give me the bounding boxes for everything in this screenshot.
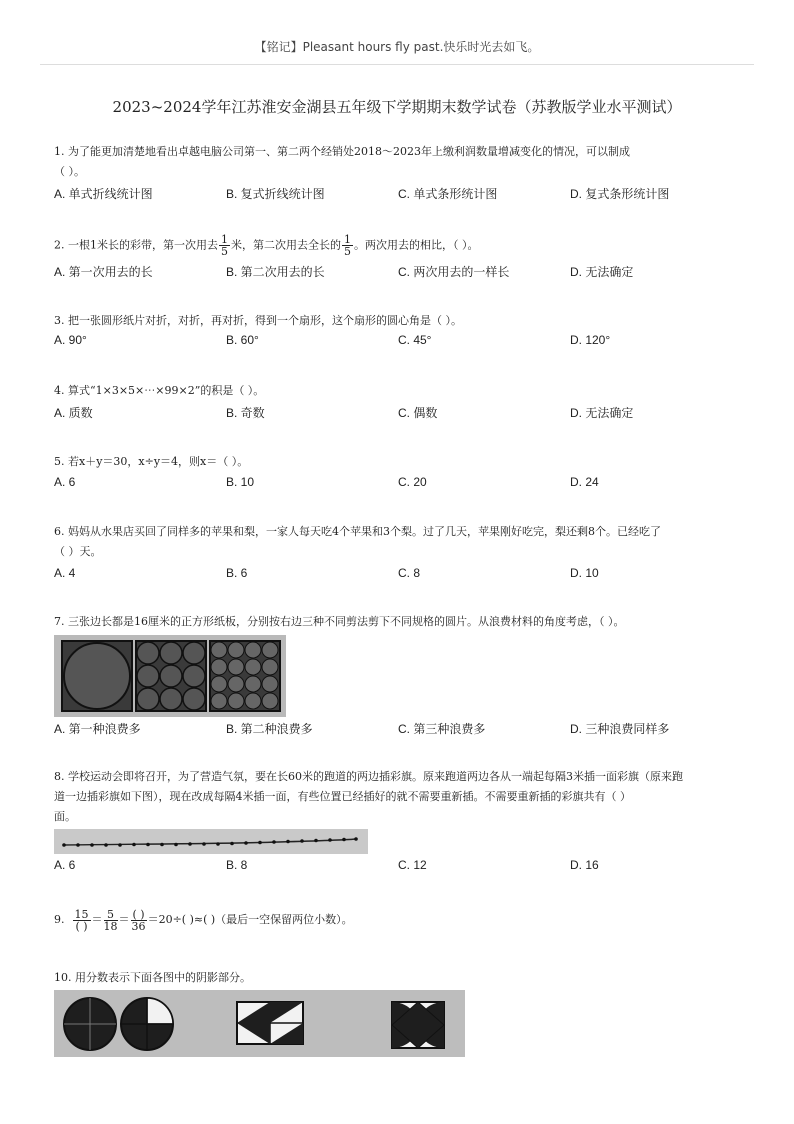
header-divider <box>40 64 754 65</box>
question-8-text: 8. 学校运动会即将召开，为了营造气氛，要在长60米的跑道的两边插彩旗。原来跑道两边各从一端起每隔3米插一面彩旗（原来跑 <box>54 770 683 783</box>
option-a[interactable]: A. 6 <box>54 858 76 872</box>
circle-cutting-figure <box>54 635 286 717</box>
fraction-one-fifth: $\frac{1}{5}$ <box>344 233 351 258</box>
question-4-text: 4. 算式“1×3×5×⋯×99×2”的积是（ ）。 <box>54 384 265 397</box>
question-1-text: 1. 为了能更加清楚地看出卓越电脑公司第一、第二两个经销处2018～2023年上缴利润数量增减变化的情况，可以制成 <box>54 145 630 158</box>
question-5-text: 5. 若x＋y＝30，x÷y＝4，则x＝（ ）。 <box>54 455 249 468</box>
option-c[interactable]: C. 12 <box>398 858 427 872</box>
question-2-text: 2. 一根1米长的彩带，第一次用去 $\frac{1}{5}$ 米，第二次用去全长的 $\frac{1}{5}$ 。两次用去的相比，（ ）。 <box>54 233 479 258</box>
option-d[interactable]: D. 24 <box>570 475 599 489</box>
option-b[interactable]: B. 60° <box>226 333 259 347</box>
option-b[interactable]: B. 10 <box>226 475 255 489</box>
question-10-text: 10. 用分数表示下面各图中的阴影部分。 <box>54 971 251 984</box>
question-8-text-3: 面。 <box>54 810 76 823</box>
option-a[interactable]: A. 4 <box>54 566 76 580</box>
question-3-text: 3. 把一张圆形纸片对折，对折，再对折，得到一个扇形，这个扇形的圆心角是（ ）。 <box>54 314 462 327</box>
question-4-options <box>54 404 754 422</box>
page-title: 2023~2024学年江苏淮安金湖县五年级下学期期末数学试卷（苏教版学业水平测试） <box>112 98 682 116</box>
option-b[interactable]: B. 6 <box>226 566 248 580</box>
option-b[interactable]: B. 第二种浪费多 <box>226 722 313 736</box>
option-d[interactable]: D. 120° <box>570 333 611 347</box>
question-8-text-2: 道一边插彩旗如下图），现在改成每隔4米插一面，有些位置已经插好的就不需要重新插。不需要重新插的彩旗共有（ ） <box>54 790 631 803</box>
question-1-options <box>54 185 754 203</box>
fraction-one-fifth: $\frac{1}{5}$ <box>221 233 228 258</box>
question-7-text: 7. 三张边长都是16厘米的正方形纸板，分别按右边三种不同剪法剪下不同规格的圆片。从浪费材料的角度考虑，（ ）。 <box>54 615 625 628</box>
question-2-options <box>54 263 754 281</box>
fraction-5-over-18: $\frac{5}{18}$ <box>103 907 118 933</box>
question-9-text: 9. $\frac{15}{( )}$ ＝ $\frac{5}{18}$ ＝ $\frac{( )}{36}$ ＝20÷( )≈( )（最后一空保留两位小数）。 <box>54 907 353 933</box>
option-b[interactable]: B. 奇数 <box>226 406 265 420</box>
question-6-text: 6. 妈妈从水果店买回了同样多的苹果和梨，一家人每天吃4个苹果和3个梨。过了几天，苹果刚好吃完，梨还剩8个。已经吃了 <box>54 525 661 538</box>
option-a[interactable]: A. 第一次用去的长 <box>54 265 153 279</box>
option-c[interactable]: C. 45° <box>398 333 432 347</box>
option-c[interactable]: C. 20 <box>398 475 427 489</box>
option-d[interactable]: D. 复式条形统计图 <box>570 187 670 201</box>
option-c[interactable]: C. 单式条形统计图 <box>398 187 498 201</box>
option-a[interactable]: A. 90° <box>54 333 87 347</box>
option-a[interactable]: A. 第一种浪费多 <box>54 722 141 736</box>
option-d[interactable]: D. 10 <box>570 566 599 580</box>
question-6-options <box>54 566 754 584</box>
question-1-blank: （ ）。 <box>54 165 85 178</box>
option-a[interactable]: A. 6 <box>54 475 76 489</box>
question-5-options <box>54 475 754 493</box>
option-b[interactable]: B. 第二次用去的长 <box>226 265 325 279</box>
option-c[interactable]: C. 第三种浪费多 <box>398 722 486 736</box>
option-a[interactable]: A. 单式折线统计图 <box>54 187 153 201</box>
question-3-options <box>54 333 754 351</box>
question-7-options <box>54 720 754 738</box>
shaded-shapes-figure <box>54 990 465 1057</box>
option-d[interactable]: D. 无法确定 <box>570 406 634 420</box>
question-8-options <box>54 858 754 876</box>
fraction-blank-over-36: $\frac{( )}{36}$ <box>131 907 146 933</box>
paper-squares-image <box>54 635 286 717</box>
flag-track-image <box>54 829 368 854</box>
fraction-15-over-blank: $\frac{15}{( )}$ <box>74 907 89 933</box>
motto-header: 【铭记】Pleasant hours fly past.快乐时光去如飞。 <box>254 40 540 54</box>
option-c[interactable]: C. 偶数 <box>398 406 438 420</box>
option-c[interactable]: C. 两次用去的一样长 <box>398 265 510 279</box>
option-a[interactable]: A. 质数 <box>54 406 93 420</box>
option-d[interactable]: D. 无法确定 <box>570 265 634 279</box>
option-c[interactable]: C. 8 <box>398 566 421 580</box>
shaded-shapes-image <box>54 990 465 1057</box>
option-d[interactable]: D. 16 <box>570 858 599 872</box>
option-b[interactable]: B. 8 <box>226 858 248 872</box>
option-d[interactable]: D. 三种浪费同样多 <box>570 722 670 736</box>
option-b[interactable]: B. 复式折线统计图 <box>226 187 325 201</box>
question-6-blank: （ ）天。 <box>54 545 102 558</box>
flag-row-figure <box>54 829 368 854</box>
